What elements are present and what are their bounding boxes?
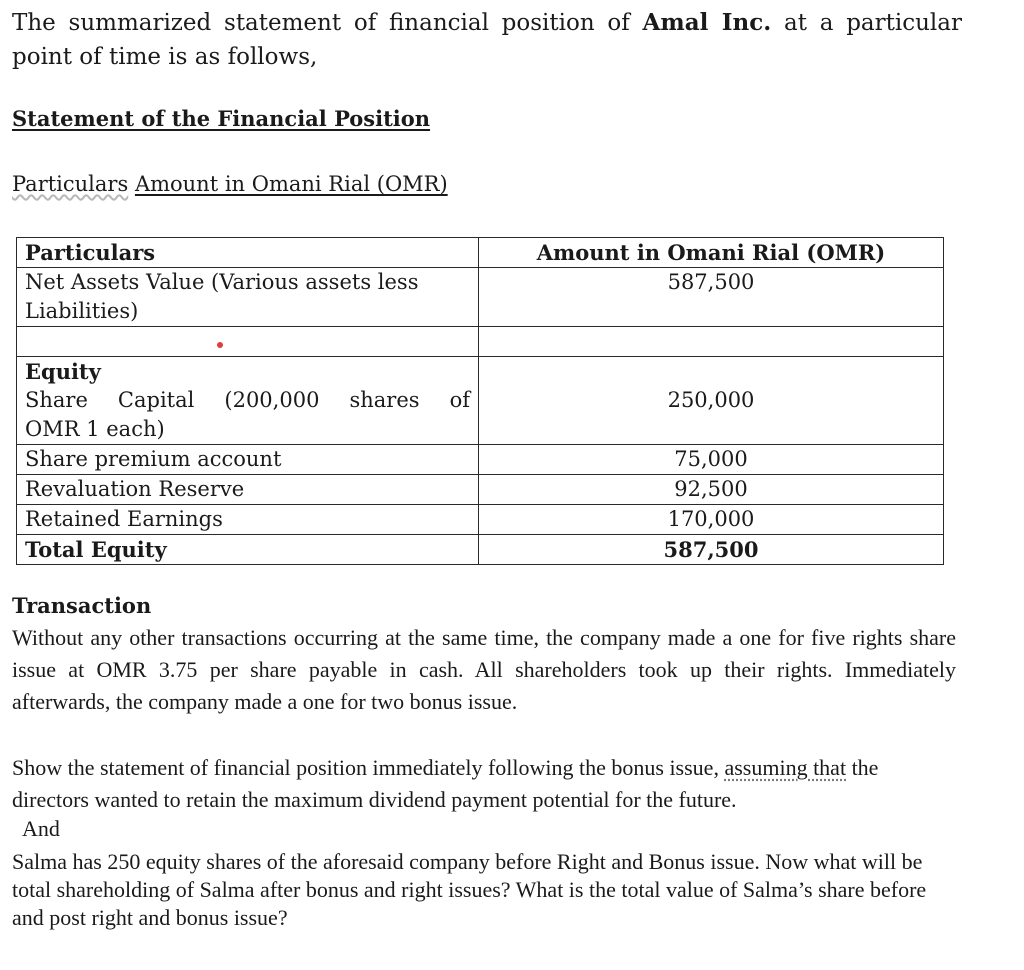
share-capital-value: 250,000	[479, 357, 944, 445]
empty-cell	[17, 327, 479, 357]
revaluation-value: 92,500	[479, 475, 944, 505]
question-one-after: the directors wanted to retain the maximum dividend payment potential for the future.	[12, 755, 879, 812]
column-caption-line	[12, 172, 448, 196]
intro-text-before: The summarized statement of financial position of	[12, 10, 643, 36]
company-name: Amal Inc.	[642, 9, 772, 36]
table-row-share-capital	[17, 357, 944, 445]
equity-label: Equity	[25, 359, 101, 384]
caption-particulars: Particulars	[12, 172, 129, 196]
intro-paragraph	[12, 6, 962, 74]
share-capital-label-line1: Share Capital (200,000 shares of	[25, 388, 470, 412]
and-connector: And	[22, 816, 60, 841]
question-one-before: Show the statement of financial position immediately following the bonus issue,	[12, 755, 725, 780]
net-assets-label: Net Assets Value (Various assets less Liabilities)	[17, 268, 479, 327]
red-dot-mark	[217, 342, 223, 348]
empty-cell-amount	[479, 327, 944, 357]
total-equity-label: Total Equity	[17, 535, 479, 565]
share-capital-cell	[17, 357, 479, 445]
table-row-net-assets	[17, 268, 944, 327]
table-row-share-premium	[17, 445, 944, 475]
question-one-marked: assuming that	[724, 755, 847, 780]
caption-amount: Amount in Omani Rial (OMR)	[134, 172, 448, 196]
share-premium-value: 75,000	[479, 445, 944, 475]
question-two: Salma has 250 equity shares of the aforesaid company before Right and Bonus issue. Now what will be total shareholding of Salma after bonus and right issues? What is the total value of Salma’s share before and post right and bonus issue?	[12, 849, 927, 930]
header-amount: Amount in Omani Rial (OMR)	[479, 238, 944, 268]
transaction-body: Without any other transactions occurring at the same time, the company made a one for five rights share issue at OMR 3.75 per share payable in cash. All shareholders took up their rights. Immediately afterwards, the company made a one for two bonus issue.	[12, 625, 956, 714]
table-row-total	[17, 535, 944, 565]
net-assets-value: 587,500	[479, 268, 944, 327]
retained-value: 170,000	[479, 505, 944, 535]
table-row-retained	[17, 505, 944, 535]
transaction-title: Transaction	[12, 593, 152, 618]
intro-text-after: at a particular point of time is as follows,	[12, 10, 962, 70]
statement-heading: Statement of the Financial Position	[12, 106, 431, 131]
share-capital-label-line2: OMR 1 each)	[25, 417, 165, 441]
question-one	[12, 752, 956, 816]
total-equity-value: 587,500	[479, 535, 944, 565]
share-premium-label: Share premium account	[17, 445, 479, 475]
table-row-empty	[17, 327, 944, 357]
retained-label: Retained Earnings	[17, 505, 479, 535]
table-row-revaluation	[17, 475, 944, 505]
financial-position-table	[16, 237, 944, 565]
header-particulars: Particulars	[17, 238, 479, 268]
table-header-row	[17, 238, 944, 268]
revaluation-label: Revaluation Reserve	[17, 475, 479, 505]
